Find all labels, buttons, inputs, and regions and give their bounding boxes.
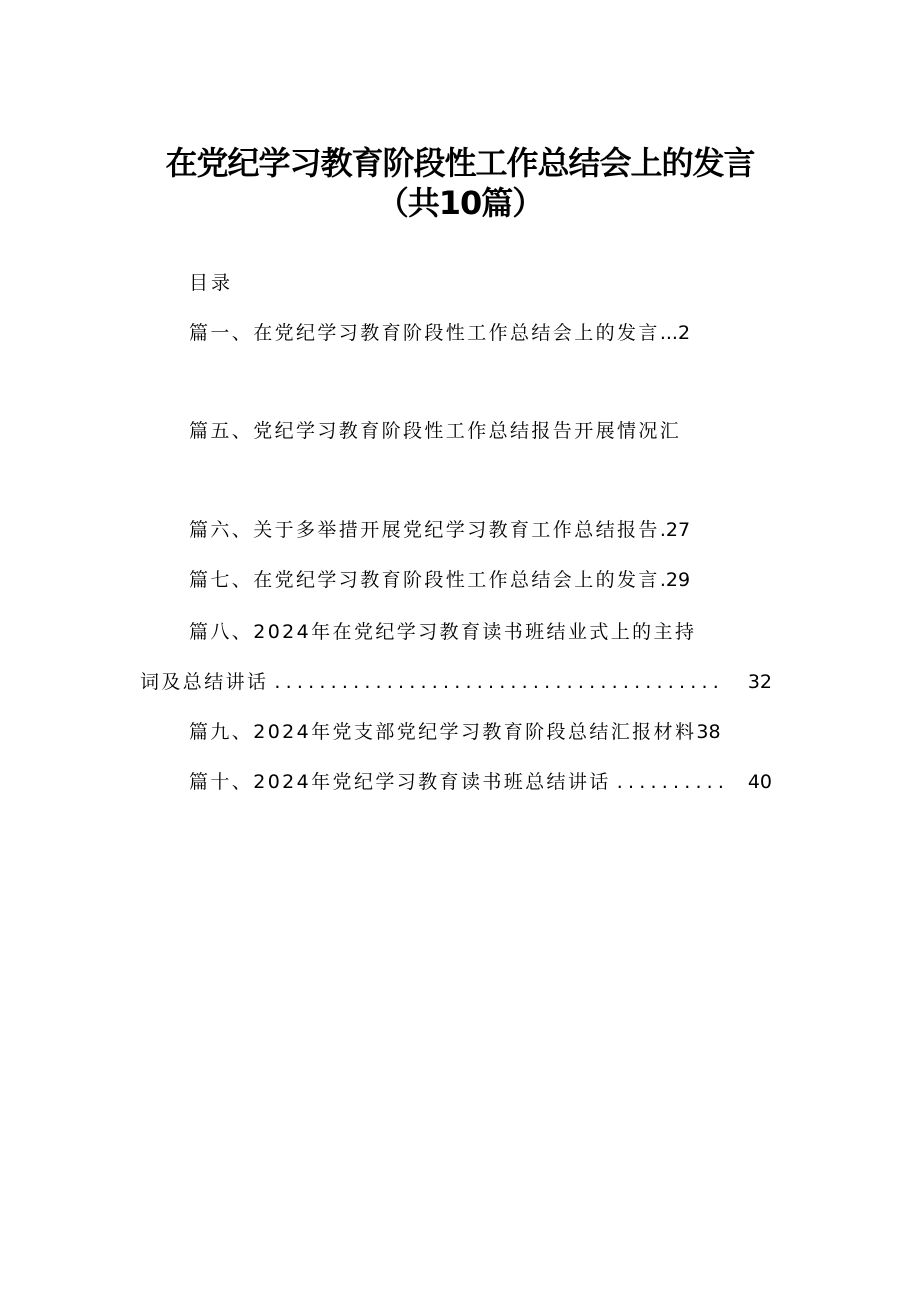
toc-entry-5[interactable] — [189, 418, 681, 444]
toc-entry-7[interactable] — [189, 567, 690, 593]
document-title-line-2: （共10篇） — [376, 184, 544, 222]
toc-entry-label-continuation: 词及总结讲话 — [140, 671, 269, 693]
document-title-line-1: 在党纪学习教育阶段性工作总结会上的发言 — [165, 144, 755, 182]
toc-entry-1[interactable] — [189, 320, 690, 346]
toc-entry-10[interactable] — [189, 769, 772, 795]
toc-entry-label: 篇一、在党纪学习教育阶段性工作总结会上的发言 — [189, 322, 660, 344]
toc-entry-page: 32 — [747, 671, 772, 693]
toc-entry-8[interactable] — [189, 619, 696, 645]
toc-entry-label: 篇六、关于多举措开展党纪学习教育工作总结报告 — [189, 519, 660, 541]
toc-entry-label: 篇五、党纪学习教育阶段性工作总结报告开展情况汇 — [189, 420, 682, 442]
toc-entry-6[interactable] — [189, 517, 690, 543]
toc-entry-page: 29 — [665, 569, 691, 591]
toc-entry-leader: ........................................ — [274, 671, 724, 693]
toc-entry-leader: . — [659, 519, 666, 541]
toc-heading: 目录 — [189, 272, 234, 294]
toc-entry-label: 篇八、2024年在党纪学习教育读书班结业式上的主持 — [189, 621, 697, 643]
toc-entry-page: 2 — [677, 322, 691, 344]
toc-entry-leader: . — [659, 569, 666, 591]
toc-entry-leader: .......... — [616, 771, 730, 793]
toc-entry-page: 27 — [665, 519, 691, 541]
toc-entry-leader: ... — [659, 322, 678, 344]
toc-entry-label: 篇七、在党纪学习教育阶段性工作总结会上的发言 — [189, 569, 660, 591]
toc-entry-label: 篇九、2024年党支部党纪学习教育阶段总结汇报材料 — [189, 721, 697, 743]
toc-entry-9[interactable] — [189, 719, 721, 745]
toc-entry-page: 38 — [696, 721, 721, 743]
toc-entry-8-continuation[interactable] — [140, 669, 772, 695]
toc-entry-page: 40 — [747, 771, 772, 793]
toc-entry-label: 篇十、2024年党纪学习教育读书班总结讲话 — [189, 771, 611, 793]
